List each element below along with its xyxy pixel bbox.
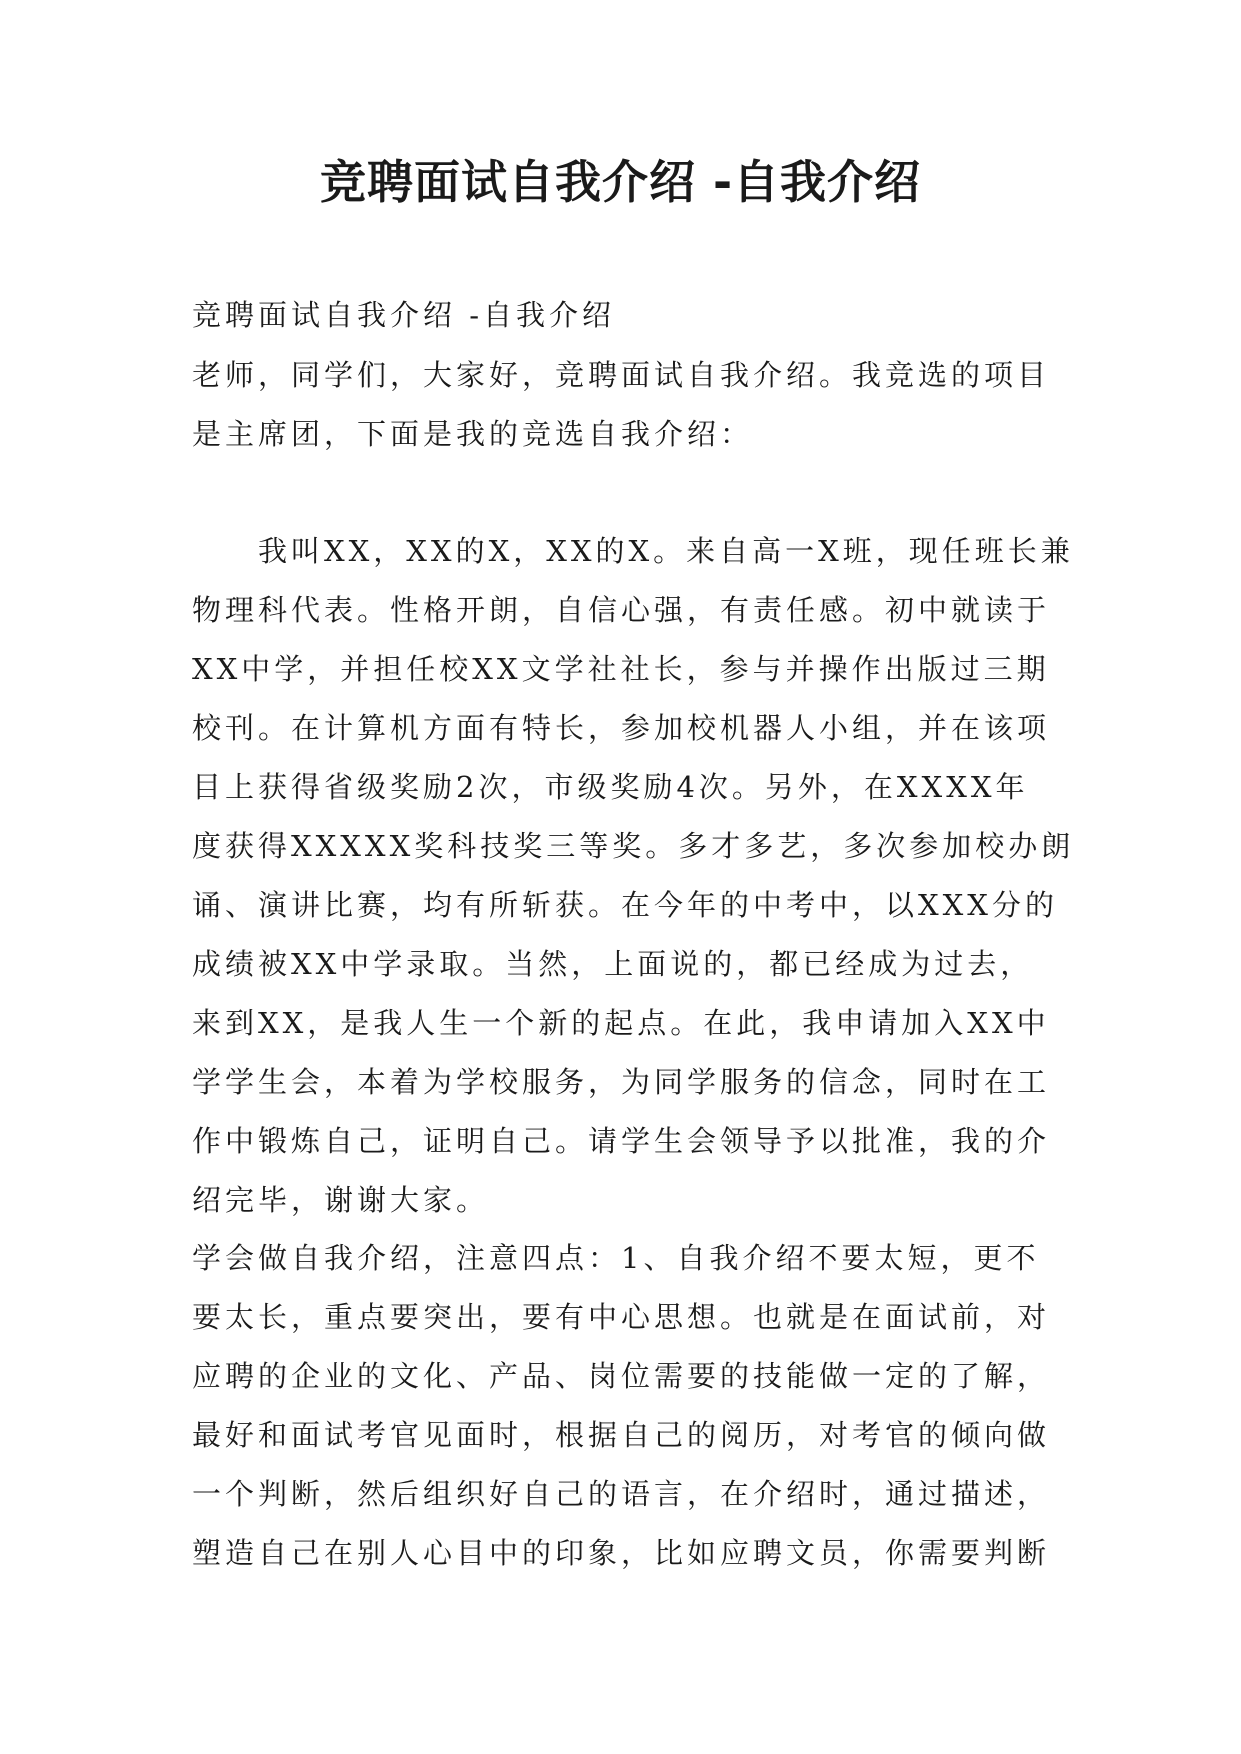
paragraph-line: XX中学，并担任校XX文学社社长，参与并操作出版过三期 <box>192 652 1050 686</box>
paragraph-line: 度获得XXXXX奖科技奖三等奖。多才多艺，多次参加校办朗 <box>192 829 1075 863</box>
paragraph-greeting <box>192 346 1062 464</box>
paragraph-line: 一个判断，然后组织好自己的语言，在介绍时，通过描述， <box>192 1477 1051 1511</box>
paragraph-line: 学学生会，本着为学校服务，为同学服务的信念，同时在工 <box>192 1065 1051 1099</box>
paragraph-line: 老师，同学们，大家好，竞聘面试自我介绍。我竞选的项目 <box>192 358 1051 392</box>
paragraph-line: 绍完毕，谢谢大家。 <box>192 1183 490 1217</box>
paragraph-line: 目上获得省级奖励2次，市级奖励4次。另外，在XXXX年 <box>192 770 1029 804</box>
paragraph-line: 作中锻炼自己，证明自己。请学生会领导予以批准，我的介 <box>192 1124 1051 1158</box>
paragraph-line: 诵、演讲比赛，均有所斩获。在今年的中考中，以XXX分的 <box>192 888 1058 922</box>
paragraph-line: 成绩被XX中学录取。当然，上面说的，都已经成为过去， <box>192 947 1034 981</box>
document-subtitle <box>192 286 1062 345</box>
document-title: 竞聘面试自我介绍 -自我介绍 <box>319 155 922 209</box>
paragraph-line: 塑造自己在别人心目中的印象，比如应聘文员，你需要判断 <box>192 1536 1051 1570</box>
paragraph-line: 最好和面试考官见面时，根据自己的阅历，对考官的倾向做 <box>192 1418 1051 1452</box>
paragraph-line: 来到XX，是我人生一个新的起点。在此，我申请加入XX中 <box>192 1006 1050 1040</box>
paragraph-line: 我叫XX，XX的X，XX的X。来自高一X班，现任班长兼 <box>192 534 1074 568</box>
paragraph-line: 应聘的企业的文化、产品、岗位需要的技能做一定的了解， <box>192 1359 1051 1393</box>
paragraph-tips <box>192 1229 1062 1583</box>
subtitle-line: 竞聘面试自我介绍 -自我介绍 <box>192 298 616 332</box>
paragraph-line: 是主席团，下面是我的竞选自我介绍： <box>192 417 754 451</box>
paragraph-line: 学会做自我介绍，注意四点：1、自我介绍不要太短，更不 <box>192 1241 1040 1275</box>
paragraph-self-introduction <box>192 522 1075 1230</box>
paragraph-line: 校刊。在计算机方面有特长，参加校机器人小组，并在该项 <box>192 711 1051 745</box>
paragraph-line: 要太长，重点要突出，要有中心思想。也就是在面试前，对 <box>192 1300 1051 1334</box>
paragraph-line: 物理科代表。性格开朗，自信心强，有责任感。初中就读于 <box>192 593 1051 627</box>
